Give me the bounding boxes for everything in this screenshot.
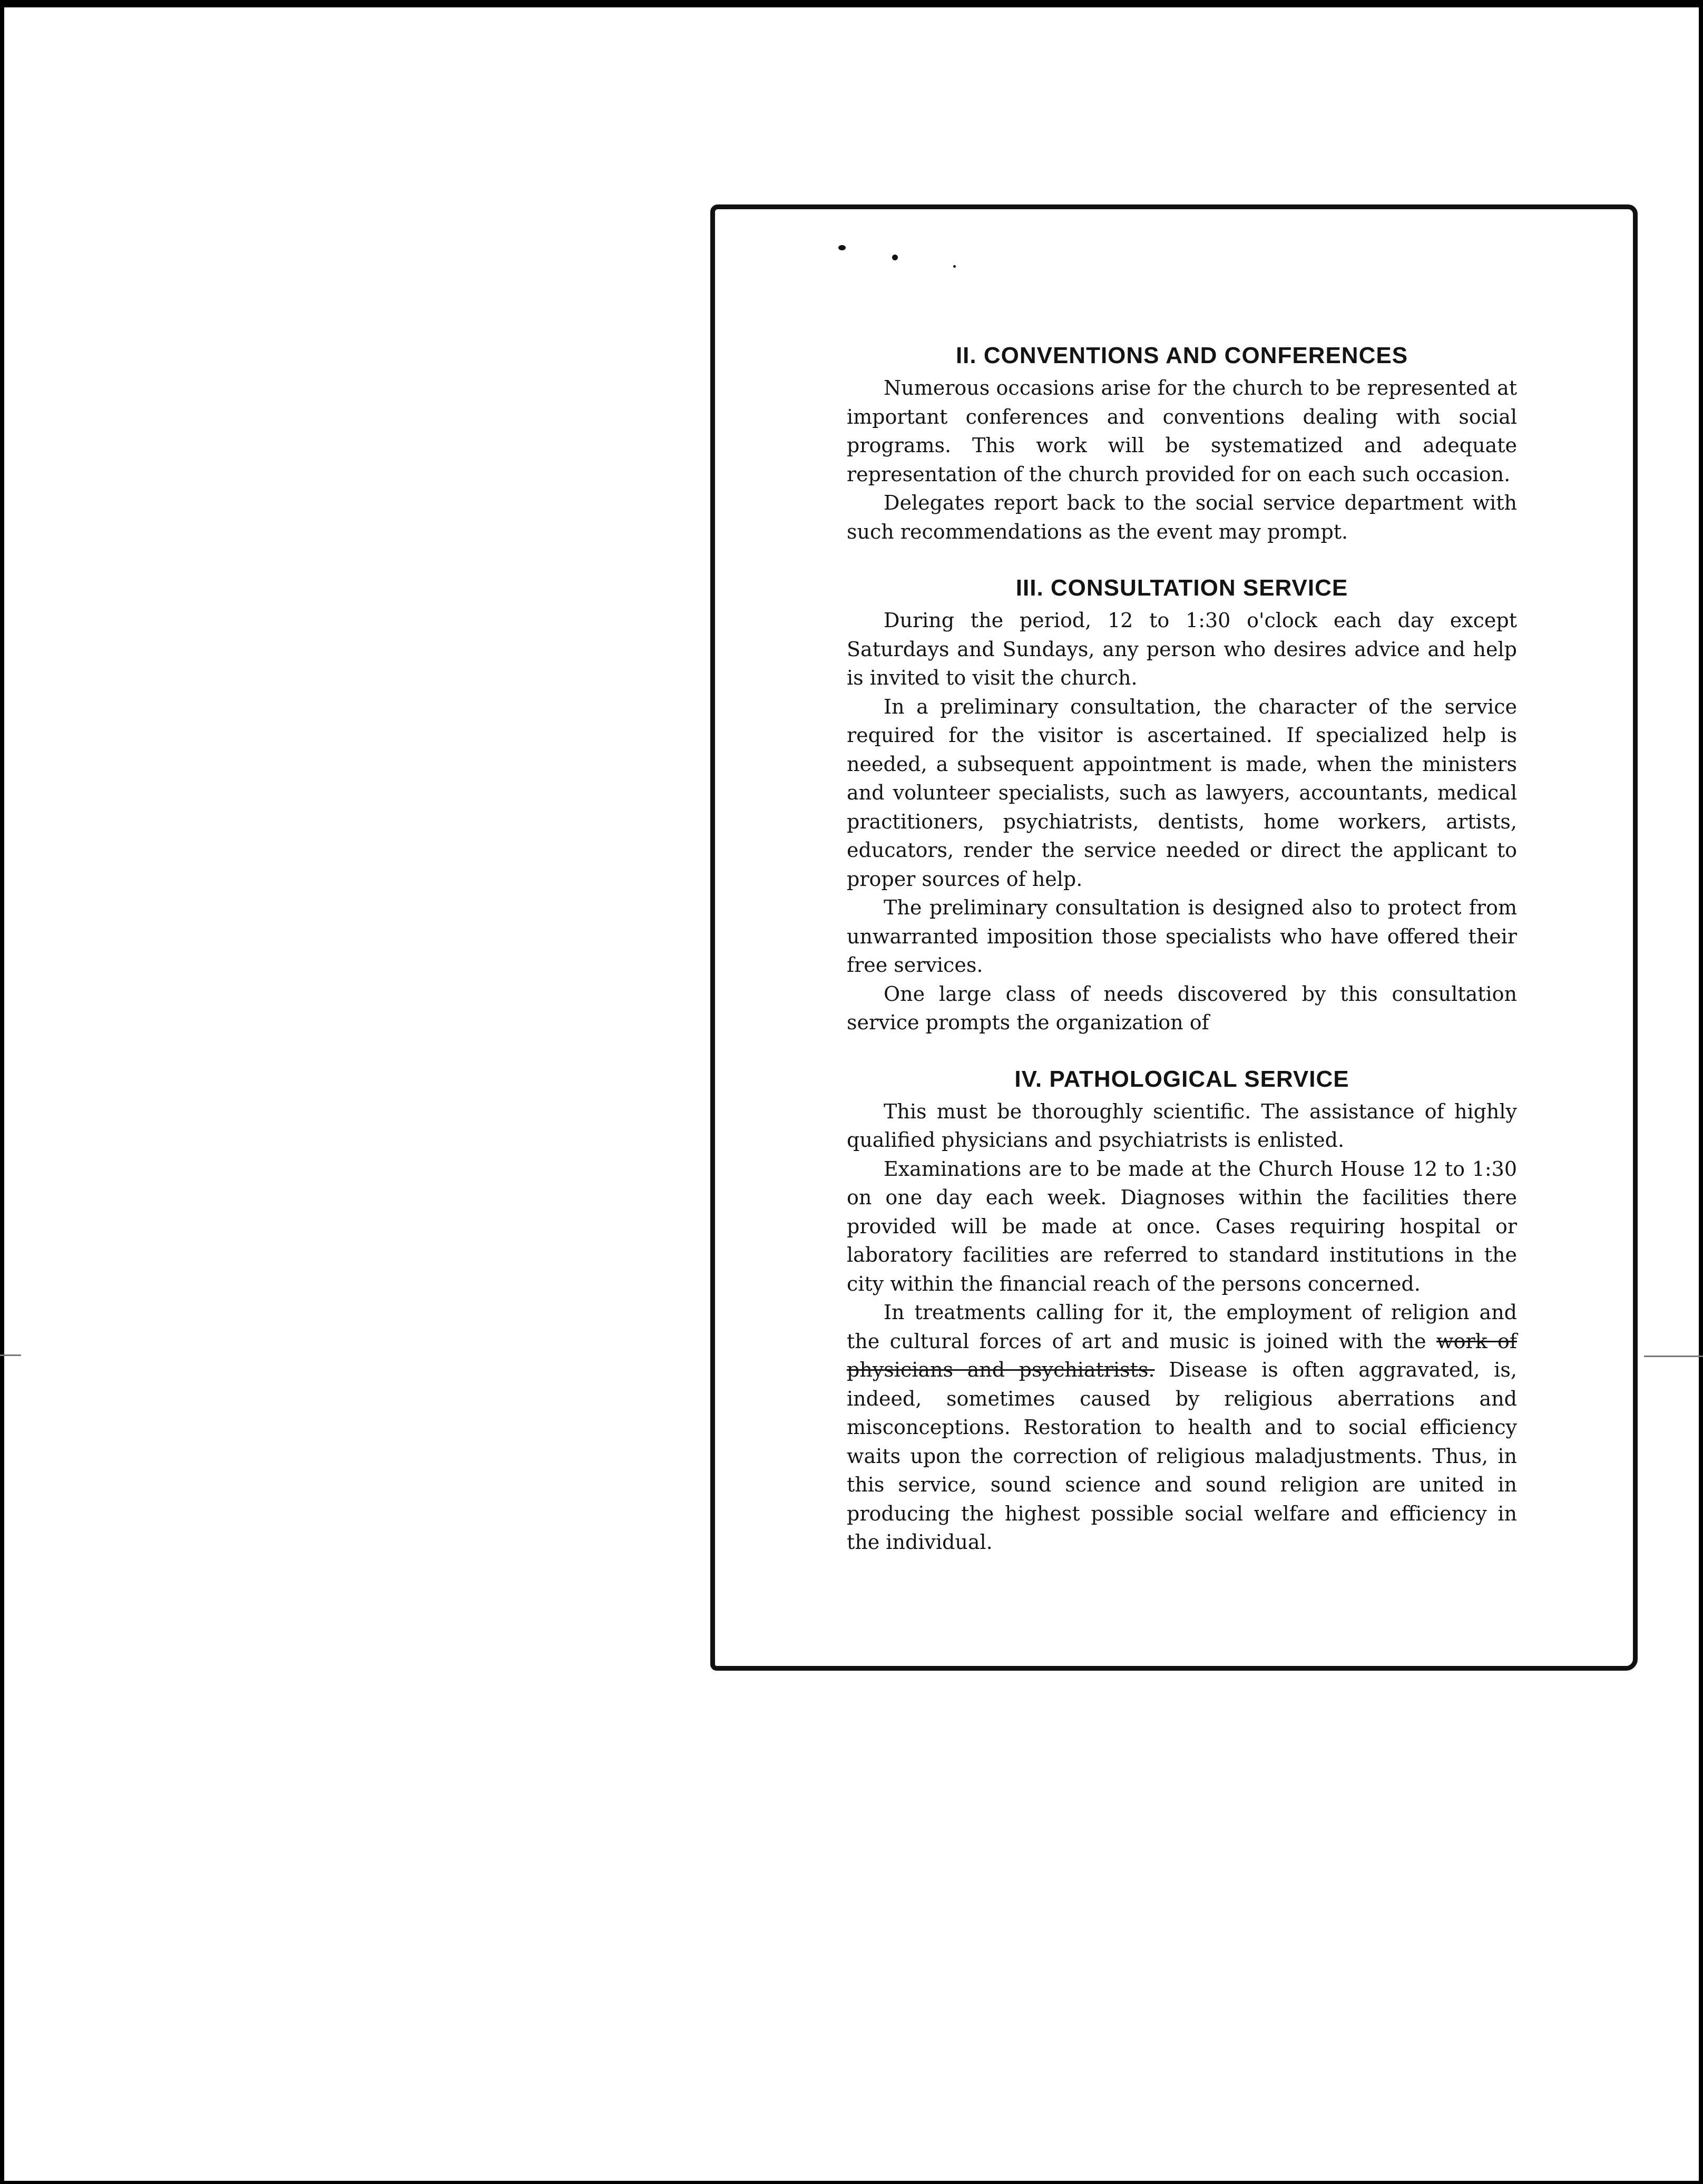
paragraph: During the period, 12 to 1:30 o'clock each day except Saturdays and Sundays, any person who desires advice and help is invited to visit the church. [847, 609, 1517, 689]
section-heading: III. CONSULTATION SERVICE [1015, 575, 1348, 601]
ink-speck [892, 255, 898, 260]
paragraph-text: Disease is often aggravated, is, indeed, sometimes caused by religious aberrations and misconceptions. Restoration to health and to social efficiency waits upon the correction of religious maladjustments. Thus, in this service, sound science and sound religion are united in producing the highest possible social welfare and efficiency in the individual. [847, 1358, 1517, 1554]
ink-speck [953, 265, 956, 268]
section-pathological [847, 1065, 1517, 1557]
ink-speck [838, 245, 846, 250]
paragraph: The preliminary consultation is designed also to protect from unwarranted imposition those specialists who have offered their free services. [847, 896, 1517, 977]
paragraph: One large class of needs discovered by this consultation service prompts the organization of [847, 982, 1517, 1034]
paragraph-with-strikethrough [847, 1298, 1517, 1557]
fold-mark-right [1644, 1356, 1703, 1357]
paragraph-text: In treatments calling for it, the employment of religion and the cultural forces of art and music is joined with the [847, 1301, 1517, 1353]
paragraph: Delegates report back to the social service department with such recommendations as the event may prompt. [847, 491, 1517, 543]
section-consultation [847, 573, 1517, 1037]
paragraph: This must be thoroughly scientific. The assistance of highly qualified physicians and psychiatrists is enlisted. [847, 1099, 1517, 1152]
section-conventions [847, 341, 1517, 546]
scan-border-left [0, 0, 4, 2184]
page-content [847, 341, 1517, 1557]
section-heading: II. CONVENTIONS AND CONFERENCES [955, 343, 1408, 368]
section-heading: IV. PATHOLOGICAL SERVICE [1014, 1066, 1349, 1092]
paragraph: Examinations are to be made at the Church House 12 to 1:30 on one day each week. Diagnoses within the facilities there provided will be made at once. Cases requiring hospital or laboratory facilities are referred to standard institutions in the city within the financial reach of the persons concerned. [847, 1157, 1517, 1295]
document-page [710, 204, 1638, 1671]
struck-text: work of physicians and psychiatrists. [847, 1329, 1517, 1381]
paragraph: Numerous occasions arise for the church to be represented at important conferences and conventions dealing with social programs. This work will be systematized and adequate representation of the church provided for on each such occasion. [847, 376, 1517, 486]
scan-border-right [1699, 0, 1703, 2184]
scan-border-top [0, 0, 1703, 7]
paragraph: In a preliminary consultation, the character of the service required for the visitor is ascertained. If specialized help is needed, a subsequent appointment is made, when the ministers and volunteer specialists, such as lawyers, accountants, medical practitioners, psychiatrists, dentists, home workers, artists, educators, render the service needed or direct the applicant to proper sources of help. [847, 695, 1517, 891]
fold-mark-left [0, 1354, 21, 1356]
scan-border-bottom [0, 2181, 1703, 2184]
